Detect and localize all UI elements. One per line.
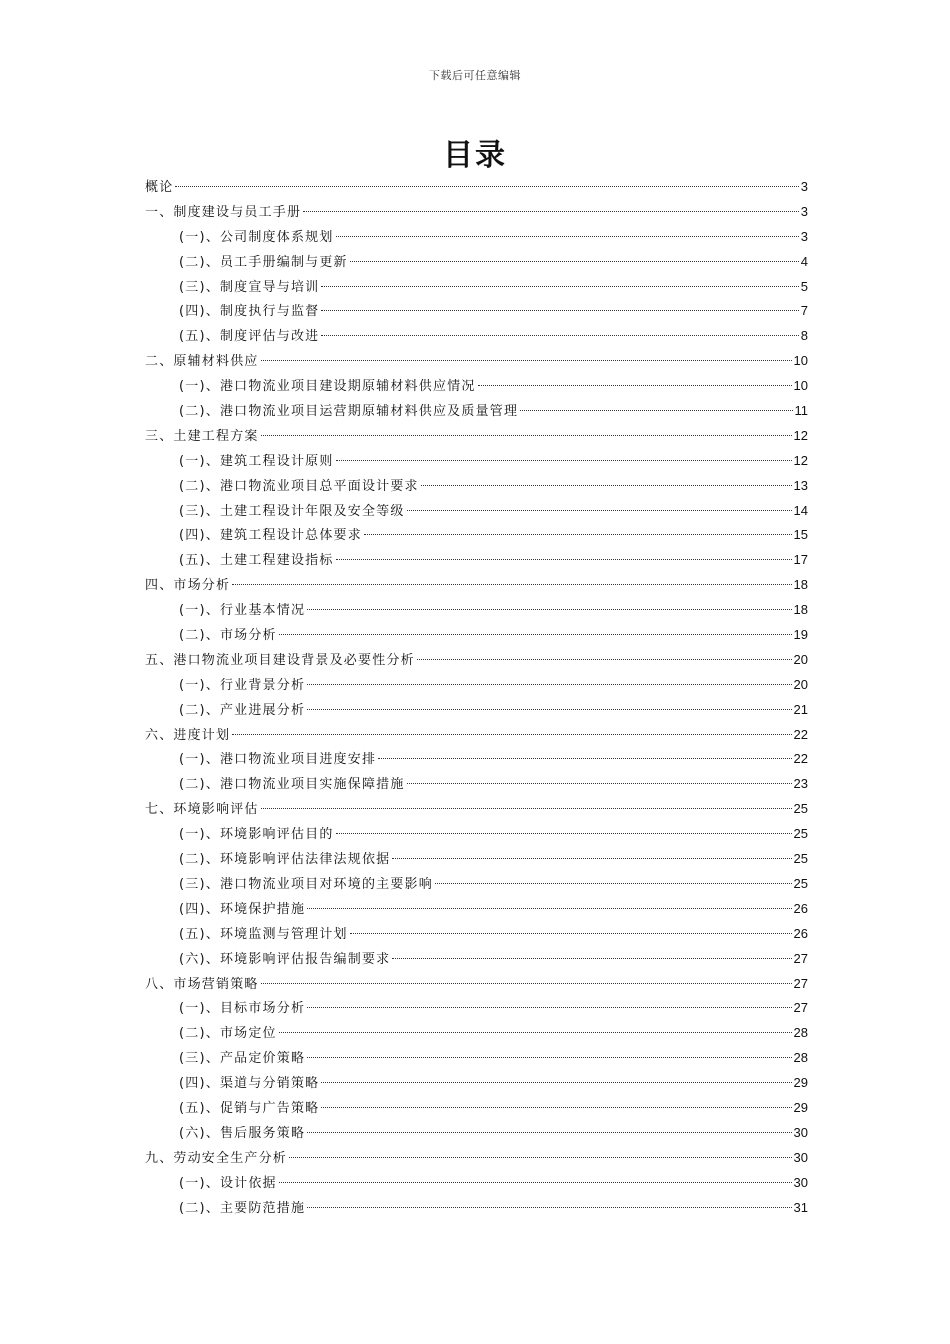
toc-chapter-entry[interactable] <box>145 972 808 997</box>
toc-page-number: 10 <box>793 353 808 369</box>
toc-section-entry[interactable] <box>145 922 808 947</box>
toc-dot-leader <box>232 584 791 585</box>
toc-section-entry[interactable] <box>145 872 808 897</box>
toc-page-number: 25 <box>793 801 808 817</box>
toc-chapter-entry[interactable] <box>145 175 808 200</box>
toc-dot-leader <box>261 360 792 361</box>
toc-entry-label: (四)、建筑工程设计总体要求 <box>179 528 362 544</box>
toc-entry-label: 七、环境影响评估 <box>145 802 259 818</box>
toc-section-entry[interactable] <box>145 1021 808 1046</box>
toc-dot-leader <box>407 783 792 784</box>
toc-dot-leader <box>261 983 792 984</box>
toc-entry-label: 三、土建工程方案 <box>145 428 259 444</box>
toc-entry-label: (一)、建筑工程设计原则 <box>179 453 334 469</box>
toc-dot-leader <box>289 1157 792 1158</box>
toc-entry-label: (二)、员工手册编制与更新 <box>179 254 348 270</box>
toc-dot-leader <box>307 1057 791 1058</box>
toc-page-number: 3 <box>800 228 808 244</box>
toc-dot-leader <box>421 485 792 486</box>
table-of-contents <box>145 175 808 1220</box>
toc-entry-label: (一)、港口物流业项目建设期原辅材料供应情况 <box>179 379 476 395</box>
toc-dot-leader <box>307 684 791 685</box>
toc-entry-label: 一、制度建设与员工手册 <box>145 204 302 220</box>
toc-section-entry[interactable] <box>145 474 808 499</box>
toc-entry-label: (一)、行业背景分析 <box>179 677 306 693</box>
toc-entry-label: (一)、公司制度体系规划 <box>179 229 334 245</box>
toc-section-entry[interactable] <box>145 275 808 300</box>
toc-page-number: 30 <box>793 1149 808 1165</box>
toc-entry-label: 九、劳动安全生产分析 <box>145 1150 288 1166</box>
toc-dot-leader <box>261 435 792 436</box>
toc-entry-label: (三)、土建工程设计年限及安全等级 <box>179 503 405 519</box>
toc-dot-leader <box>392 958 791 959</box>
toc-dot-leader <box>279 634 792 635</box>
toc-page-number: 28 <box>793 1050 808 1066</box>
toc-section-entry[interactable] <box>145 897 808 922</box>
toc-page-number: 12 <box>793 452 808 468</box>
toc-section-entry[interactable] <box>145 299 808 324</box>
toc-chapter-entry[interactable] <box>145 723 808 748</box>
toc-entry-label: (三)、产品定价策略 <box>179 1051 306 1067</box>
toc-dot-leader <box>321 1107 791 1108</box>
toc-chapter-entry[interactable] <box>145 573 808 598</box>
toc-page-number: 30 <box>793 1174 808 1190</box>
toc-entry-label: (二)、港口物流业项目运营期原辅材料供应及质量管理 <box>179 404 519 420</box>
toc-dot-leader <box>279 1032 792 1033</box>
toc-page-number: 26 <box>793 925 808 941</box>
toc-dot-leader <box>336 559 792 560</box>
toc-entry-label: (五)、土建工程建设指标 <box>179 553 334 569</box>
toc-entry-label: (六)、售后服务策略 <box>179 1125 306 1141</box>
page-title: 目录 <box>443 138 507 173</box>
toc-section-entry[interactable] <box>145 947 808 972</box>
toc-page-number: 4 <box>800 253 808 269</box>
toc-entry-label: (一)、目标市场分析 <box>179 1001 306 1017</box>
toc-entry-label: (二)、市场分析 <box>179 628 277 644</box>
toc-dot-leader <box>232 734 791 735</box>
toc-section-entry[interactable] <box>145 449 808 474</box>
toc-page-number: 22 <box>793 751 808 767</box>
toc-section-entry[interactable] <box>145 996 808 1021</box>
toc-page-number: 21 <box>793 701 808 717</box>
toc-section-entry[interactable] <box>145 523 808 548</box>
toc-entry-label: (五)、促销与广告策略 <box>179 1100 320 1116</box>
toc-section-entry[interactable] <box>145 1046 808 1071</box>
toc-page-number: 27 <box>793 1000 808 1016</box>
toc-entry-label: (二)、港口物流业项目实施保障措施 <box>179 777 405 793</box>
toc-page-number: 12 <box>793 427 808 443</box>
toc-page-number: 23 <box>793 776 808 792</box>
toc-entry-label: (一)、设计依据 <box>179 1175 277 1191</box>
toc-section-entry[interactable] <box>145 399 808 424</box>
toc-section-entry[interactable] <box>145 225 808 250</box>
toc-page-number: 25 <box>793 826 808 842</box>
toc-section-entry[interactable] <box>145 1196 808 1221</box>
toc-dot-leader <box>261 808 792 809</box>
toc-dot-leader <box>392 858 791 859</box>
toc-dot-leader <box>417 659 792 660</box>
header-note: 下载后可任意编辑 <box>429 69 521 82</box>
toc-entry-label: (二)、主要防范措施 <box>179 1200 306 1216</box>
toc-page-number: 18 <box>793 577 808 593</box>
toc-section-entry[interactable] <box>145 747 808 772</box>
toc-section-entry[interactable] <box>145 772 808 797</box>
toc-entry-label: (六)、环境影响评估报告编制要求 <box>179 951 391 967</box>
toc-dot-leader <box>307 908 791 909</box>
toc-page-number: 14 <box>793 502 808 518</box>
toc-dot-leader <box>321 286 798 287</box>
toc-dot-leader <box>350 933 792 934</box>
toc-dot-leader <box>336 236 799 237</box>
toc-page-number: 29 <box>793 1075 808 1091</box>
toc-page-number: 26 <box>793 900 808 916</box>
toc-page-number: 27 <box>793 975 808 991</box>
toc-dot-leader <box>307 1007 791 1008</box>
toc-entry-label: (三)、港口物流业项目对环境的主要影响 <box>179 876 433 892</box>
toc-dot-leader <box>321 310 798 311</box>
toc-section-entry[interactable] <box>145 1096 808 1121</box>
toc-page-number: 11 <box>794 403 808 419</box>
toc-page-number: 20 <box>793 676 808 692</box>
toc-page-number: 29 <box>793 1099 808 1115</box>
toc-section-entry[interactable] <box>145 1071 808 1096</box>
toc-entry-label: 四、市场分析 <box>145 578 231 594</box>
toc-dot-leader <box>364 534 792 535</box>
toc-section-entry[interactable] <box>145 623 808 648</box>
toc-dot-leader <box>307 1207 791 1208</box>
toc-entry-label: (二)、市场定位 <box>179 1026 277 1042</box>
toc-page-number: 22 <box>793 726 808 742</box>
toc-page-number: 3 <box>800 203 808 219</box>
toc-section-entry[interactable] <box>145 598 808 623</box>
toc-entry-label: 五、港口物流业项目建设背景及必要性分析 <box>145 652 415 668</box>
toc-section-entry[interactable] <box>145 847 808 872</box>
toc-page-number: 3 <box>800 179 808 194</box>
toc-dot-leader <box>321 335 798 336</box>
toc-section-entry[interactable] <box>145 374 808 399</box>
toc-entry-label: (四)、制度执行与监督 <box>179 304 320 320</box>
toc-page-number: 27 <box>793 950 808 966</box>
toc-entry-label: (五)、环境监测与管理计划 <box>179 926 348 942</box>
toc-page-number: 13 <box>793 477 808 493</box>
toc-dot-leader <box>435 883 792 884</box>
toc-entry-label: (一)、行业基本情况 <box>179 603 306 619</box>
toc-page-number: 7 <box>800 303 808 319</box>
toc-chapter-entry[interactable] <box>145 1146 808 1171</box>
toc-section-entry[interactable] <box>145 1121 808 1146</box>
toc-chapter-entry[interactable] <box>145 424 808 449</box>
toc-entry-label: (二)、港口物流业项目总平面设计要求 <box>179 478 419 494</box>
toc-entry-label: (一)、港口物流业项目进度安排 <box>179 752 377 768</box>
toc-entry-label: 二、原辅材料供应 <box>145 354 259 370</box>
toc-dot-leader <box>303 211 799 212</box>
toc-page-number: 8 <box>800 328 808 344</box>
toc-page-number: 17 <box>793 552 808 568</box>
toc-dot-leader <box>307 609 791 610</box>
toc-page-number: 31 <box>793 1199 808 1215</box>
toc-section-entry[interactable] <box>145 822 808 847</box>
toc-section-entry[interactable] <box>145 548 808 573</box>
toc-dot-leader <box>279 1182 792 1183</box>
toc-chapter-entry[interactable] <box>145 797 808 822</box>
toc-entry-label: (四)、环境保护措施 <box>179 901 306 917</box>
toc-dot-leader <box>321 1082 791 1083</box>
toc-entry-label: (一)、环境影响评估目的 <box>179 827 334 843</box>
toc-entry-label: 八、市场营销策略 <box>145 976 259 992</box>
toc-entry-label: (二)、产业进展分析 <box>179 702 306 718</box>
toc-dot-leader <box>307 1132 791 1133</box>
toc-dot-leader <box>378 758 791 759</box>
toc-section-entry[interactable] <box>145 250 808 275</box>
toc-dot-leader <box>350 261 799 262</box>
toc-page-number: 20 <box>793 651 808 667</box>
toc-dot-leader <box>307 709 791 710</box>
toc-page-number: 19 <box>793 627 808 643</box>
toc-section-entry[interactable] <box>145 1171 808 1196</box>
toc-dot-leader <box>478 385 792 386</box>
toc-section-entry[interactable] <box>145 499 808 524</box>
toc-page-number: 25 <box>793 875 808 891</box>
toc-entry-label: 概论 <box>145 180 174 195</box>
toc-page-number: 30 <box>793 1124 808 1140</box>
toc-page-number: 25 <box>793 851 808 867</box>
toc-entry-label: (四)、渠道与分销策略 <box>179 1076 320 1092</box>
toc-page-number: 15 <box>793 527 808 543</box>
toc-dot-leader <box>407 510 792 511</box>
toc-dot-leader <box>520 410 792 411</box>
toc-dot-leader <box>175 186 798 187</box>
toc-page-number: 18 <box>793 602 808 618</box>
toc-section-entry[interactable] <box>145 324 808 349</box>
toc-dot-leader <box>336 460 792 461</box>
toc-entry-label: (二)、环境影响评估法律法规依据 <box>179 852 391 868</box>
toc-page-number: 28 <box>793 1025 808 1041</box>
toc-entry-label: (三)、制度宣导与培训 <box>179 279 320 295</box>
toc-chapter-entry[interactable] <box>145 648 808 673</box>
toc-chapter-entry[interactable] <box>145 200 808 225</box>
toc-chapter-entry[interactable] <box>145 349 808 374</box>
toc-section-entry[interactable] <box>145 673 808 698</box>
toc-page-number: 10 <box>793 378 808 394</box>
toc-section-entry[interactable] <box>145 698 808 723</box>
toc-entry-label: (五)、制度评估与改进 <box>179 329 320 345</box>
toc-dot-leader <box>336 833 792 834</box>
toc-entry-label: 六、进度计划 <box>145 727 231 743</box>
toc-page-number: 5 <box>800 278 808 294</box>
